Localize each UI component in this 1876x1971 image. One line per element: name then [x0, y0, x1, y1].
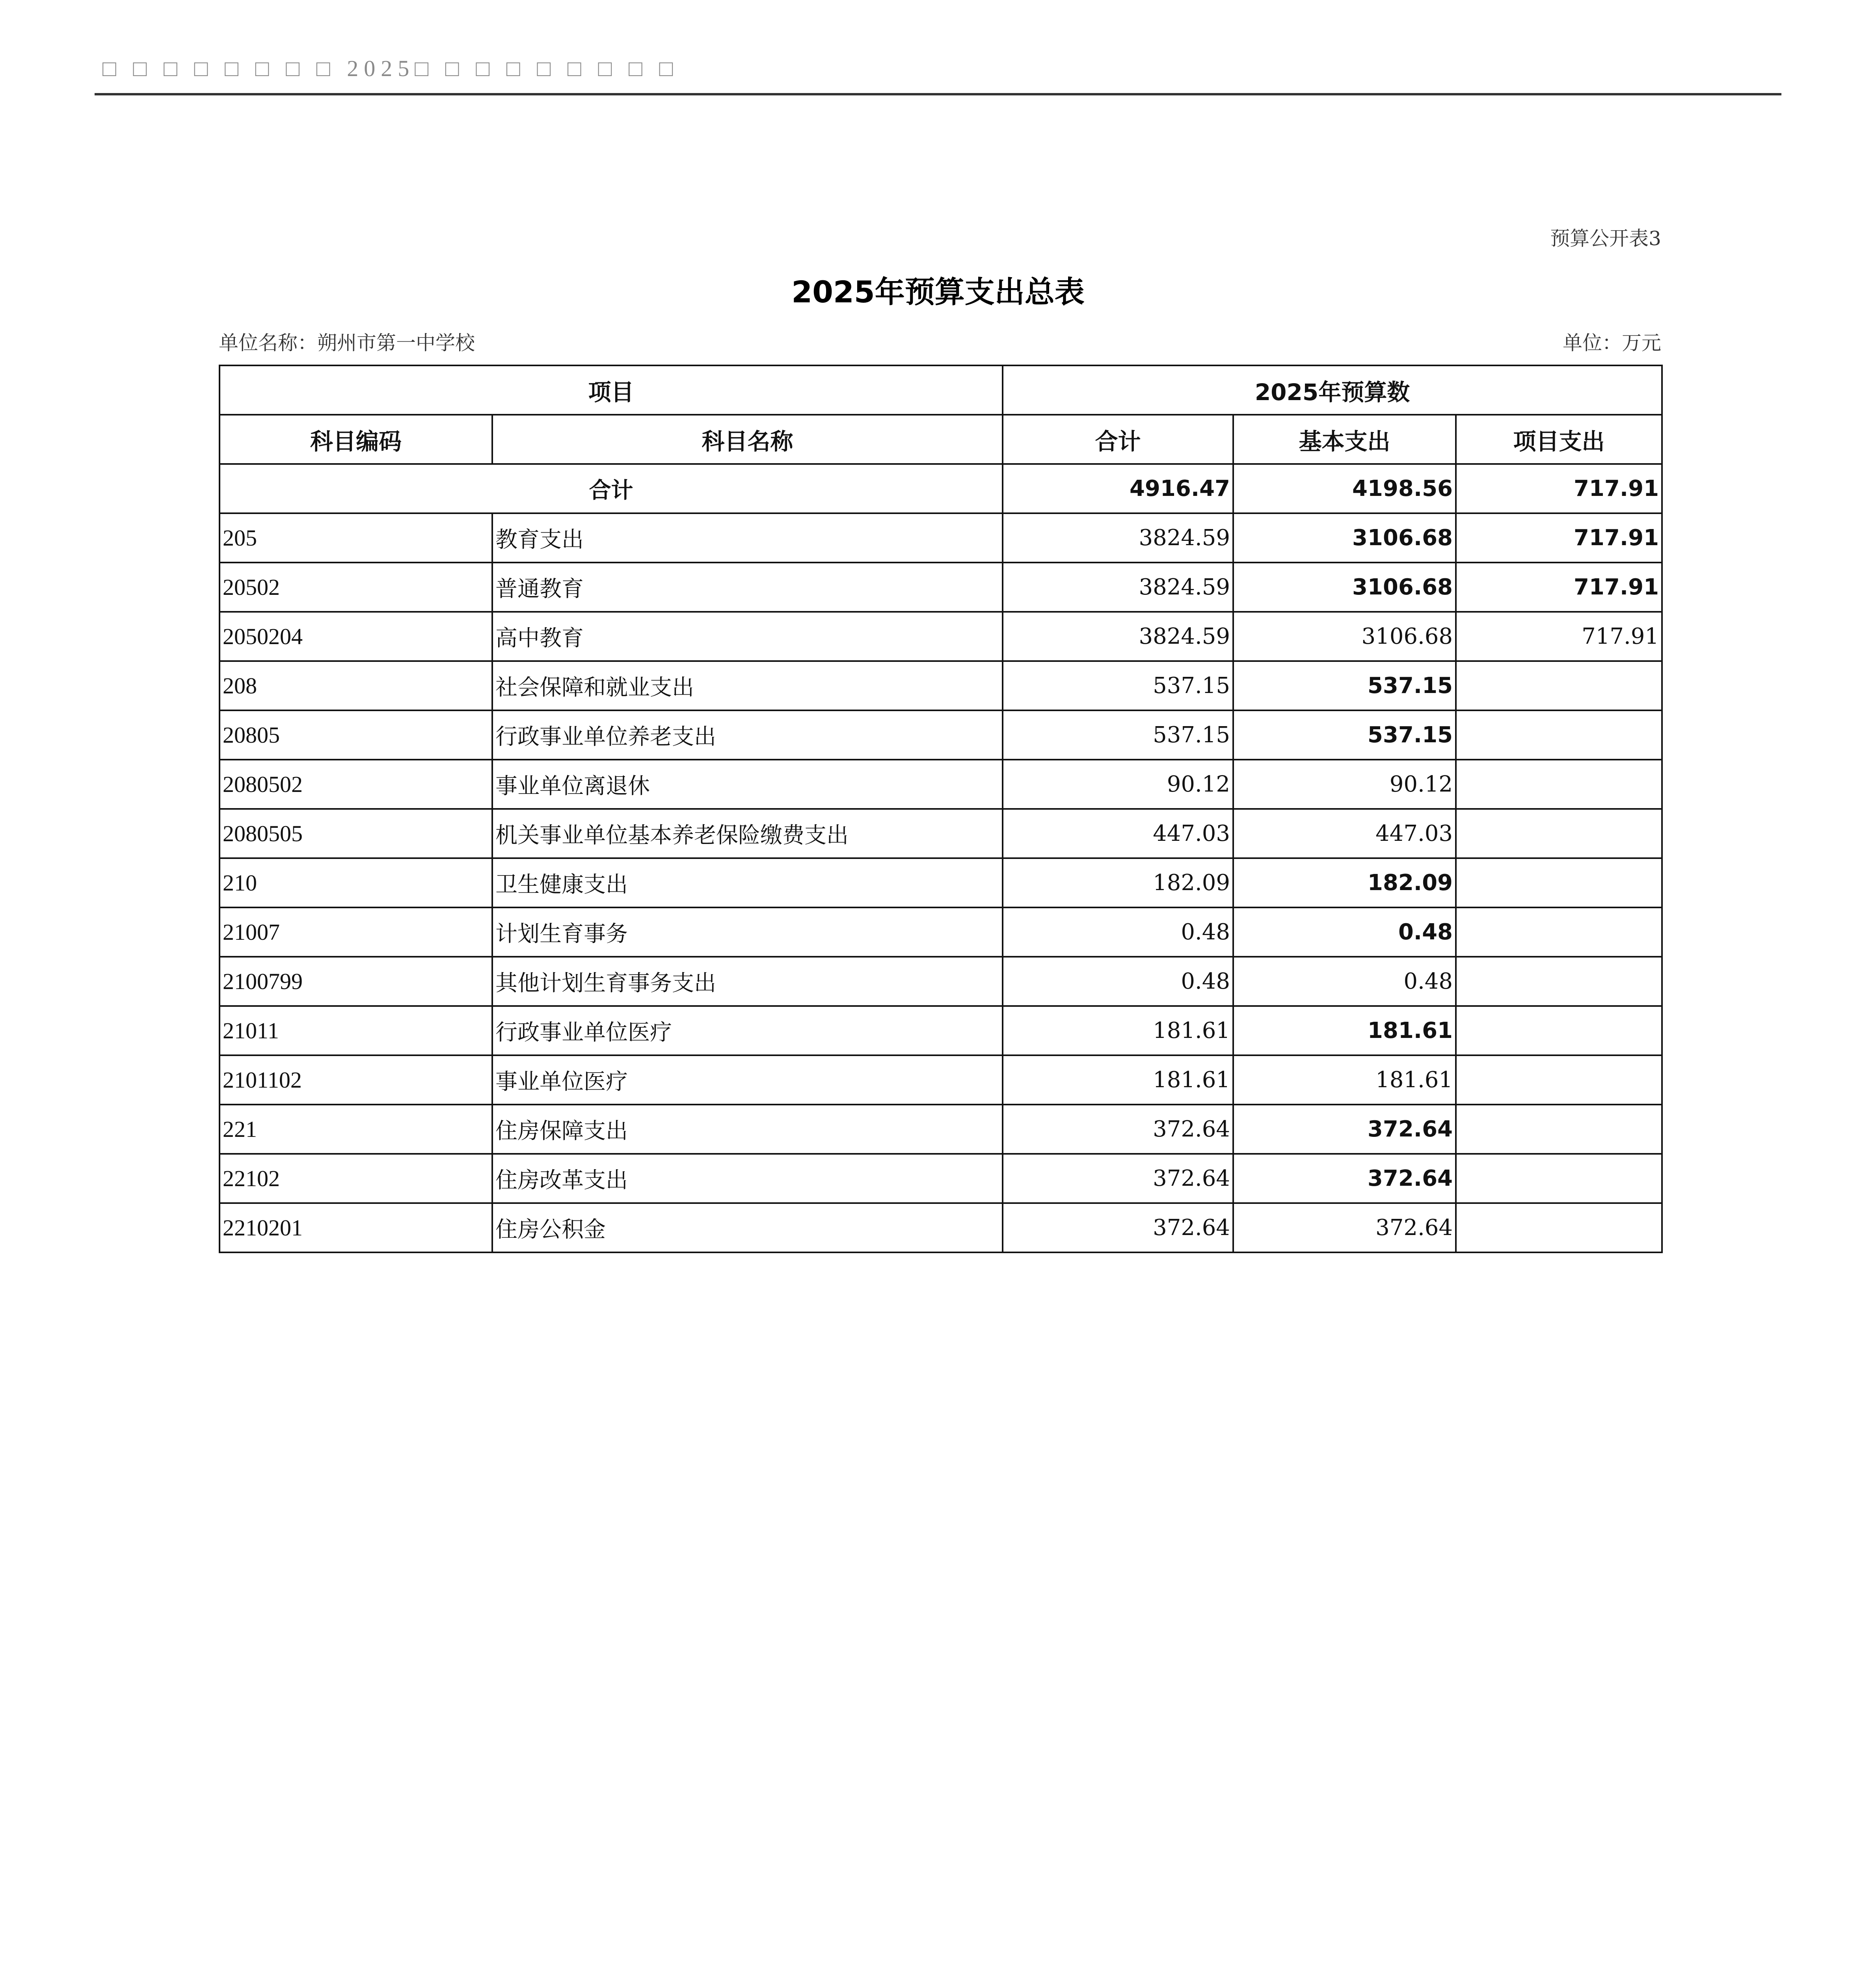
- table-row: [220, 907, 1662, 957]
- row-code: 21011: [220, 1006, 492, 1055]
- organization-label: 单位名称：朔州市第一中学校: [219, 332, 475, 354]
- row-name: 事业单位医疗: [492, 1055, 1003, 1105]
- row-total: 181.61: [1003, 1006, 1233, 1055]
- row-total: 3824.59: [1003, 563, 1233, 612]
- table-row: [220, 1105, 1662, 1154]
- row-basic: 0.48: [1233, 957, 1456, 1006]
- table-row: [220, 760, 1662, 809]
- budget-expenditure-table: [219, 365, 1663, 1253]
- row-basic: 447.03: [1233, 809, 1456, 858]
- header-item-group: 项目: [220, 365, 1003, 415]
- column-header-row: [220, 415, 1662, 464]
- row-code: 2050204: [220, 612, 492, 661]
- row-name: 行政事业单位养老支出: [492, 710, 1003, 760]
- row-name: 住房保障支出: [492, 1105, 1003, 1154]
- row-project: [1456, 907, 1662, 957]
- table-row: [220, 563, 1662, 612]
- row-basic: 372.64: [1233, 1203, 1456, 1252]
- row-code: 2080502: [220, 760, 492, 809]
- row-name: 计划生育事务: [492, 907, 1003, 957]
- row-total: 372.64: [1003, 1105, 1233, 1154]
- header-name: 科目名称: [492, 415, 1003, 464]
- row-basic: 182.09: [1233, 858, 1456, 907]
- row-name: 教育支出: [492, 513, 1003, 563]
- row-total: 3824.59: [1003, 612, 1233, 661]
- row-project: 717.91: [1456, 513, 1662, 563]
- table-row: [220, 612, 1662, 661]
- total-project: 717.91: [1456, 464, 1662, 513]
- running-header: □ □ □ □ □ □ □ □ 2025□ □ □ □ □ □ □ □ □: [102, 56, 679, 81]
- row-name: 住房改革支出: [492, 1154, 1003, 1203]
- table-row: [220, 1154, 1662, 1203]
- row-name: 其他计划生育事务支出: [492, 957, 1003, 1006]
- row-code: 2080505: [220, 809, 492, 858]
- row-project: [1456, 760, 1662, 809]
- group-header-row: [220, 365, 1662, 415]
- total-row: [220, 464, 1662, 513]
- row-project: [1456, 858, 1662, 907]
- row-basic: 537.15: [1233, 661, 1456, 710]
- row-project: 717.91: [1456, 612, 1662, 661]
- row-total: 447.03: [1003, 809, 1233, 858]
- row-code: 21007: [220, 907, 492, 957]
- row-name: 社会保障和就业支出: [492, 661, 1003, 710]
- header-divider: [95, 93, 1781, 95]
- row-basic: 0.48: [1233, 907, 1456, 957]
- row-name: 卫生健康支出: [492, 858, 1003, 907]
- row-project: [1456, 1055, 1662, 1105]
- row-basic: 372.64: [1233, 1154, 1456, 1203]
- row-code: 210: [220, 858, 492, 907]
- form-id: 预算公开表3: [1550, 227, 1661, 250]
- row-total: 0.48: [1003, 957, 1233, 1006]
- total-amount: 4916.47: [1003, 464, 1233, 513]
- row-total: 372.64: [1003, 1154, 1233, 1203]
- row-code: 208: [220, 661, 492, 710]
- row-project: [1456, 710, 1662, 760]
- row-basic: 181.61: [1233, 1006, 1456, 1055]
- row-code: 221: [220, 1105, 492, 1154]
- header-code: 科目编码: [220, 415, 492, 464]
- row-code: 2210201: [220, 1203, 492, 1252]
- row-project: [1456, 1006, 1662, 1055]
- row-total: 90.12: [1003, 760, 1233, 809]
- header-budget-group: 2025年预算数: [1003, 365, 1662, 415]
- row-total: 181.61: [1003, 1055, 1233, 1105]
- table-row: [220, 1203, 1662, 1252]
- row-name: 行政事业单位医疗: [492, 1006, 1003, 1055]
- total-basic: 4198.56: [1233, 464, 1456, 513]
- table-row: [220, 1006, 1662, 1055]
- row-code: 20502: [220, 563, 492, 612]
- table-row: [220, 710, 1662, 760]
- row-project: [1456, 1154, 1662, 1203]
- row-name: 普通教育: [492, 563, 1003, 612]
- row-total: 537.15: [1003, 710, 1233, 760]
- row-total: 3824.59: [1003, 513, 1233, 563]
- row-code: 22102: [220, 1154, 492, 1203]
- row-total: 0.48: [1003, 907, 1233, 957]
- row-project: [1456, 957, 1662, 1006]
- row-name: 高中教育: [492, 612, 1003, 661]
- row-code: 2101102: [220, 1055, 492, 1105]
- row-basic: 3106.68: [1233, 563, 1456, 612]
- row-total: 372.64: [1003, 1203, 1233, 1252]
- row-project: 717.91: [1456, 563, 1662, 612]
- table-row: [220, 1055, 1662, 1105]
- row-code: 2100799: [220, 957, 492, 1006]
- row-total: 537.15: [1003, 661, 1233, 710]
- row-basic: 90.12: [1233, 760, 1456, 809]
- total-label: 合计: [220, 464, 1003, 513]
- header-basic: 基本支出: [1233, 415, 1456, 464]
- table-row: [220, 809, 1662, 858]
- row-name: 事业单位离退休: [492, 760, 1003, 809]
- table-row: [220, 957, 1662, 1006]
- row-basic: 372.64: [1233, 1105, 1456, 1154]
- row-project: [1456, 661, 1662, 710]
- row-code: 205: [220, 513, 492, 563]
- row-project: [1456, 1203, 1662, 1252]
- page-title: 2025年预算支出总表: [791, 274, 1085, 309]
- row-name: 机关事业单位基本养老保险缴费支出: [492, 809, 1003, 858]
- row-basic: 181.61: [1233, 1055, 1456, 1105]
- table-row: [220, 513, 1662, 563]
- row-project: [1456, 1105, 1662, 1154]
- row-name: 住房公积金: [492, 1203, 1003, 1252]
- table-row: [220, 858, 1662, 907]
- header-project: 项目支出: [1456, 415, 1662, 464]
- row-total: 182.09: [1003, 858, 1233, 907]
- row-basic: 537.15: [1233, 710, 1456, 760]
- row-project: [1456, 809, 1662, 858]
- row-basic: 3106.68: [1233, 513, 1456, 563]
- row-basic: 3106.68: [1233, 612, 1456, 661]
- row-code: 20805: [220, 710, 492, 760]
- table-row: [220, 661, 1662, 710]
- unit-label: 单位：万元: [1563, 332, 1661, 354]
- header-total: 合计: [1003, 415, 1233, 464]
